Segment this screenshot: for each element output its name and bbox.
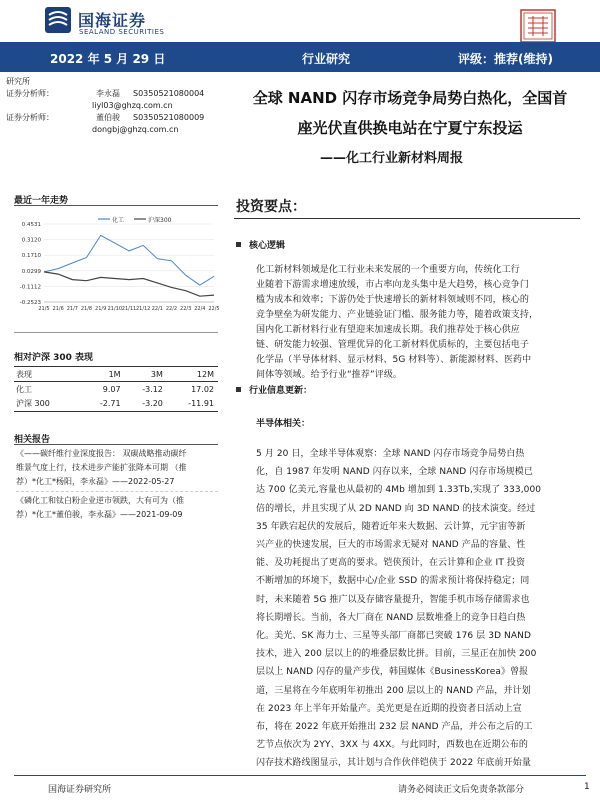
report-title-line1: 全球 NAND 闪存市场竞争局势白热化，全国首 (252, 89, 568, 107)
x-tick-label: 21/7 (66, 306, 78, 312)
table-cell: -2.71 (82, 397, 124, 412)
related-report-line[interactable]: 荐）*化工*董伯骏，李永磊》——2021-09-09 (16, 510, 183, 519)
footer-rule (14, 775, 586, 776)
table-header-row (14, 367, 218, 382)
square-bullet-icon (236, 387, 241, 392)
semiconductor-news-line: 布，将在 2022 年底开始推出 232 层 NAND 产品，并公布之后的工 (256, 722, 533, 732)
core-logic-line: 竞争壁垒为研发能力、产业链验证门槛、服务能力等，随着政策支持， (256, 310, 539, 320)
x-tick-label: 22/4 (194, 306, 206, 312)
trend-rule (14, 205, 218, 206)
semiconductor-news-line: 不断增加的环境下，数据中心/企业 SSD 的需求预计将保持稳定；同 (256, 576, 530, 587)
core-logic-line: 化学品（半导体材料、显示材料、5G 材料等）、新能源材料、医药中 (256, 355, 532, 365)
table-cell: -3.20 (125, 397, 167, 412)
logo-text-en: SEALAND SECURITIES (79, 28, 165, 36)
report-title-line2: 座光伏直供换电站在宁夏宁东投运 (297, 119, 523, 137)
related-report-line[interactable]: 《——碳纤维行业深度报告： 双碳战略推动碳纤 (16, 449, 187, 458)
semiconductor-news-line: 5 月 20 日，全球半导体观察：全球 NAND 闪存市场竞争局势白热 (256, 449, 525, 459)
analyst-name: 董伯骏 (96, 113, 120, 122)
core-logic-line: 业随着下游需求增速放缓，市占率向龙头集中是大趋势，核心竞争门 (256, 280, 530, 290)
x-tick-label: 21/5 (38, 306, 50, 312)
report-subtitle: ——化工行业新材料周报 (320, 151, 464, 166)
table-cell: 化工 (16, 384, 32, 394)
logo-text-cn: 国海证券 (78, 11, 147, 30)
x-tick-label: 22/1 (151, 306, 163, 312)
key-points-title: 投资要点： (236, 199, 306, 215)
core-logic-heading: 核心逻辑 (236, 238, 285, 251)
series-line-chem (44, 235, 214, 285)
semiconductor-news-line: 倍的增长，并且实现了从 2D NAND 向 3D NAND 的技术演变。经过 (256, 503, 536, 514)
y-tick-label: 0.0299 (21, 268, 41, 275)
analyst-label: 证券分析师： (6, 113, 54, 122)
legend-label-hs300: 沪深300 (148, 217, 172, 224)
core-logic-line: 国内化工新材料行业有望迎来加速成长期。我们推荐处于核心供应 (256, 325, 520, 335)
table-cell: -3.12 (142, 384, 163, 394)
y-tick-label: 0.4531 (21, 222, 41, 228)
news-heading: 行业信息更新： (236, 383, 312, 396)
table-row (14, 397, 218, 412)
footer-disclaimer[interactable]: 请务必阅读正文后免责条款部分 (398, 785, 525, 795)
report-type: 行业研究 (302, 52, 351, 66)
x-tick-label: 21/12 (135, 306, 151, 312)
y-tick-label: -0.2523 (19, 300, 41, 306)
core-logic-line: 化工新材料领域是化工行业未来发展的一个重要方向，传统化工行 (256, 265, 520, 275)
analyst-email[interactable]: liyl03@ghzq.com.cn (92, 101, 173, 110)
x-tick-label: 21/8 (80, 306, 93, 312)
core-logic-line: 槛为成本和效率；下游仍处于快速增长的新材料领域则不同，核心的 (256, 295, 530, 305)
x-tick-label: 21/11 (121, 306, 137, 312)
table-row (14, 382, 218, 397)
semiconductor-news-line: 技术，进入 200 层以上的的堆叠层数比拼。目前，三星正在加快 200 (256, 649, 537, 660)
semiconductor-news-line: 时，未来随着 5G 推广以及存储容量提升，智能手机市场存储需求也 (256, 594, 530, 605)
core-logic-line: 链、研发能力较强、管理优异的化工新材料优质标的，主要包括电子 (256, 340, 530, 350)
x-tick-label: 22/2 (165, 306, 178, 312)
table-header-cell: 12M (167, 367, 218, 382)
chart-bottom-rule (14, 332, 218, 333)
company-logo (44, 6, 204, 36)
semiconductor-news-line: 化。美光、SK 海力士、三星等头部厂商都已突破 176 层 3D NAND (256, 631, 532, 641)
x-tick-label: 22/3 (180, 306, 192, 312)
core-logic-line: 间体等领域。给予行业“推荐”评级。 (256, 370, 403, 380)
table-header-cell: 3M (125, 367, 167, 382)
semiconductor-heading: 半导体相关： (256, 419, 311, 429)
related-separator (16, 491, 218, 492)
header-band (0, 42, 600, 72)
table-header-cell: 表现 (14, 367, 82, 382)
x-tick-label: 22/5 (208, 306, 220, 312)
semiconductor-news-line: 闪存技术路线图显示，其计划与合作伙伴铠侠于 2022 年底前开始量 (256, 758, 531, 769)
semiconductor-news-line: 在 2023 年上半年开始量产。美光更是在近期的投资者日活动上宣 (256, 703, 522, 714)
seal-stamp-icon (515, 6, 561, 46)
x-tick-label: 21/6 (52, 306, 64, 312)
related-rule (14, 444, 218, 445)
trend-heading: 最近一年走势 (14, 196, 69, 206)
footer-org: 国海证券研究所 (48, 785, 112, 795)
semiconductor-news-line: 兴产业的快速发展，巨大的市场需求无疑对 NAND 产品的容量、性 (256, 540, 526, 550)
analyst-name: 李永磊 (96, 89, 120, 98)
performance-heading: 相对沪深 300 表现 (14, 353, 94, 363)
semiconductor-news-line: 层以上 NAND 闪存的量产步伐，韩国媒体《BusinessKorea》曾报 (256, 667, 529, 678)
key-points-rule (234, 218, 580, 219)
semiconductor-news-line: 达 700 亿美元,容量也从最初的 4Mb 增加到 1.33Tb,实现了 333,000 (256, 485, 542, 496)
research-dept-label: 研究所 (6, 77, 30, 86)
analyst-cert: S0350521080009 (133, 113, 205, 122)
related-report-line[interactable]: 维景气度上行，技术进步产能扩张降本可期 （推 (16, 463, 187, 472)
trend-chart (14, 210, 218, 320)
report-date: 2022 年 5 月 29 日 (50, 52, 166, 66)
page-number: 1 (584, 782, 590, 792)
semiconductor-news-line: 化，自 1987 年发明 NAND 闪存以来，全球 NAND 闪存市场规模已 (256, 467, 533, 478)
analyst-label: 证券分析师： (6, 89, 54, 98)
x-tick-label: 21/9 (95, 306, 107, 312)
related-report-line[interactable]: 《磷化工和钛白粉企业逆市领跌，大有可为（推 (16, 496, 184, 505)
analyst-cert: S0350521080004 (133, 89, 205, 98)
rating-badge: 评级：推荐(维持) (458, 52, 553, 66)
semiconductor-news-line: 艺节点依次为 2YY、3XX 与 4XX。与此同时，西数也在近期公布的 (256, 740, 528, 751)
related-heading: 相关报告 (14, 435, 51, 445)
related-report-line[interactable]: 荐）*化工*杨阳，李永磊》——2022-05-27 (16, 477, 175, 486)
table-cell: 17.02 (191, 384, 214, 394)
table-cell: 沪深 300 (14, 397, 82, 412)
table-header-cell: 1M (82, 367, 124, 382)
legend-label-chem: 化工 (112, 217, 125, 224)
semiconductor-news-line: 能、及功耗提出了更高的要求。铠侠预计，在云计算和企业 IT 投资 (256, 558, 526, 569)
table-cell: -11.91 (167, 397, 218, 412)
x-tick-label: 21/10 (107, 306, 123, 312)
square-bullet-icon (236, 242, 241, 247)
semiconductor-news-line: 将长期增长。当前，各大厂商在 NAND 层数堆叠上的竞争日趋白热 (256, 612, 526, 623)
table-cell: 9.07 (102, 384, 121, 394)
performance-table (14, 366, 218, 412)
logo-mark-icon (44, 6, 72, 34)
y-tick-label: 0.1710 (21, 253, 41, 260)
analyst-email[interactable]: dongbj@ghzq.com.cn (92, 125, 179, 134)
semiconductor-news-line: 35 年跌宕起伏的发展后，随着近年来大数据、云计算，元宇宙等新 (256, 521, 526, 532)
y-tick-label: 0.3120 (21, 237, 41, 244)
semiconductor-news-line: 道，三星将在今年底明年初推出 200 层以上的 NAND 产品，并计划 (256, 685, 531, 696)
y-tick-label: -0.1112 (19, 284, 41, 291)
series-line-hs300 (44, 272, 214, 296)
